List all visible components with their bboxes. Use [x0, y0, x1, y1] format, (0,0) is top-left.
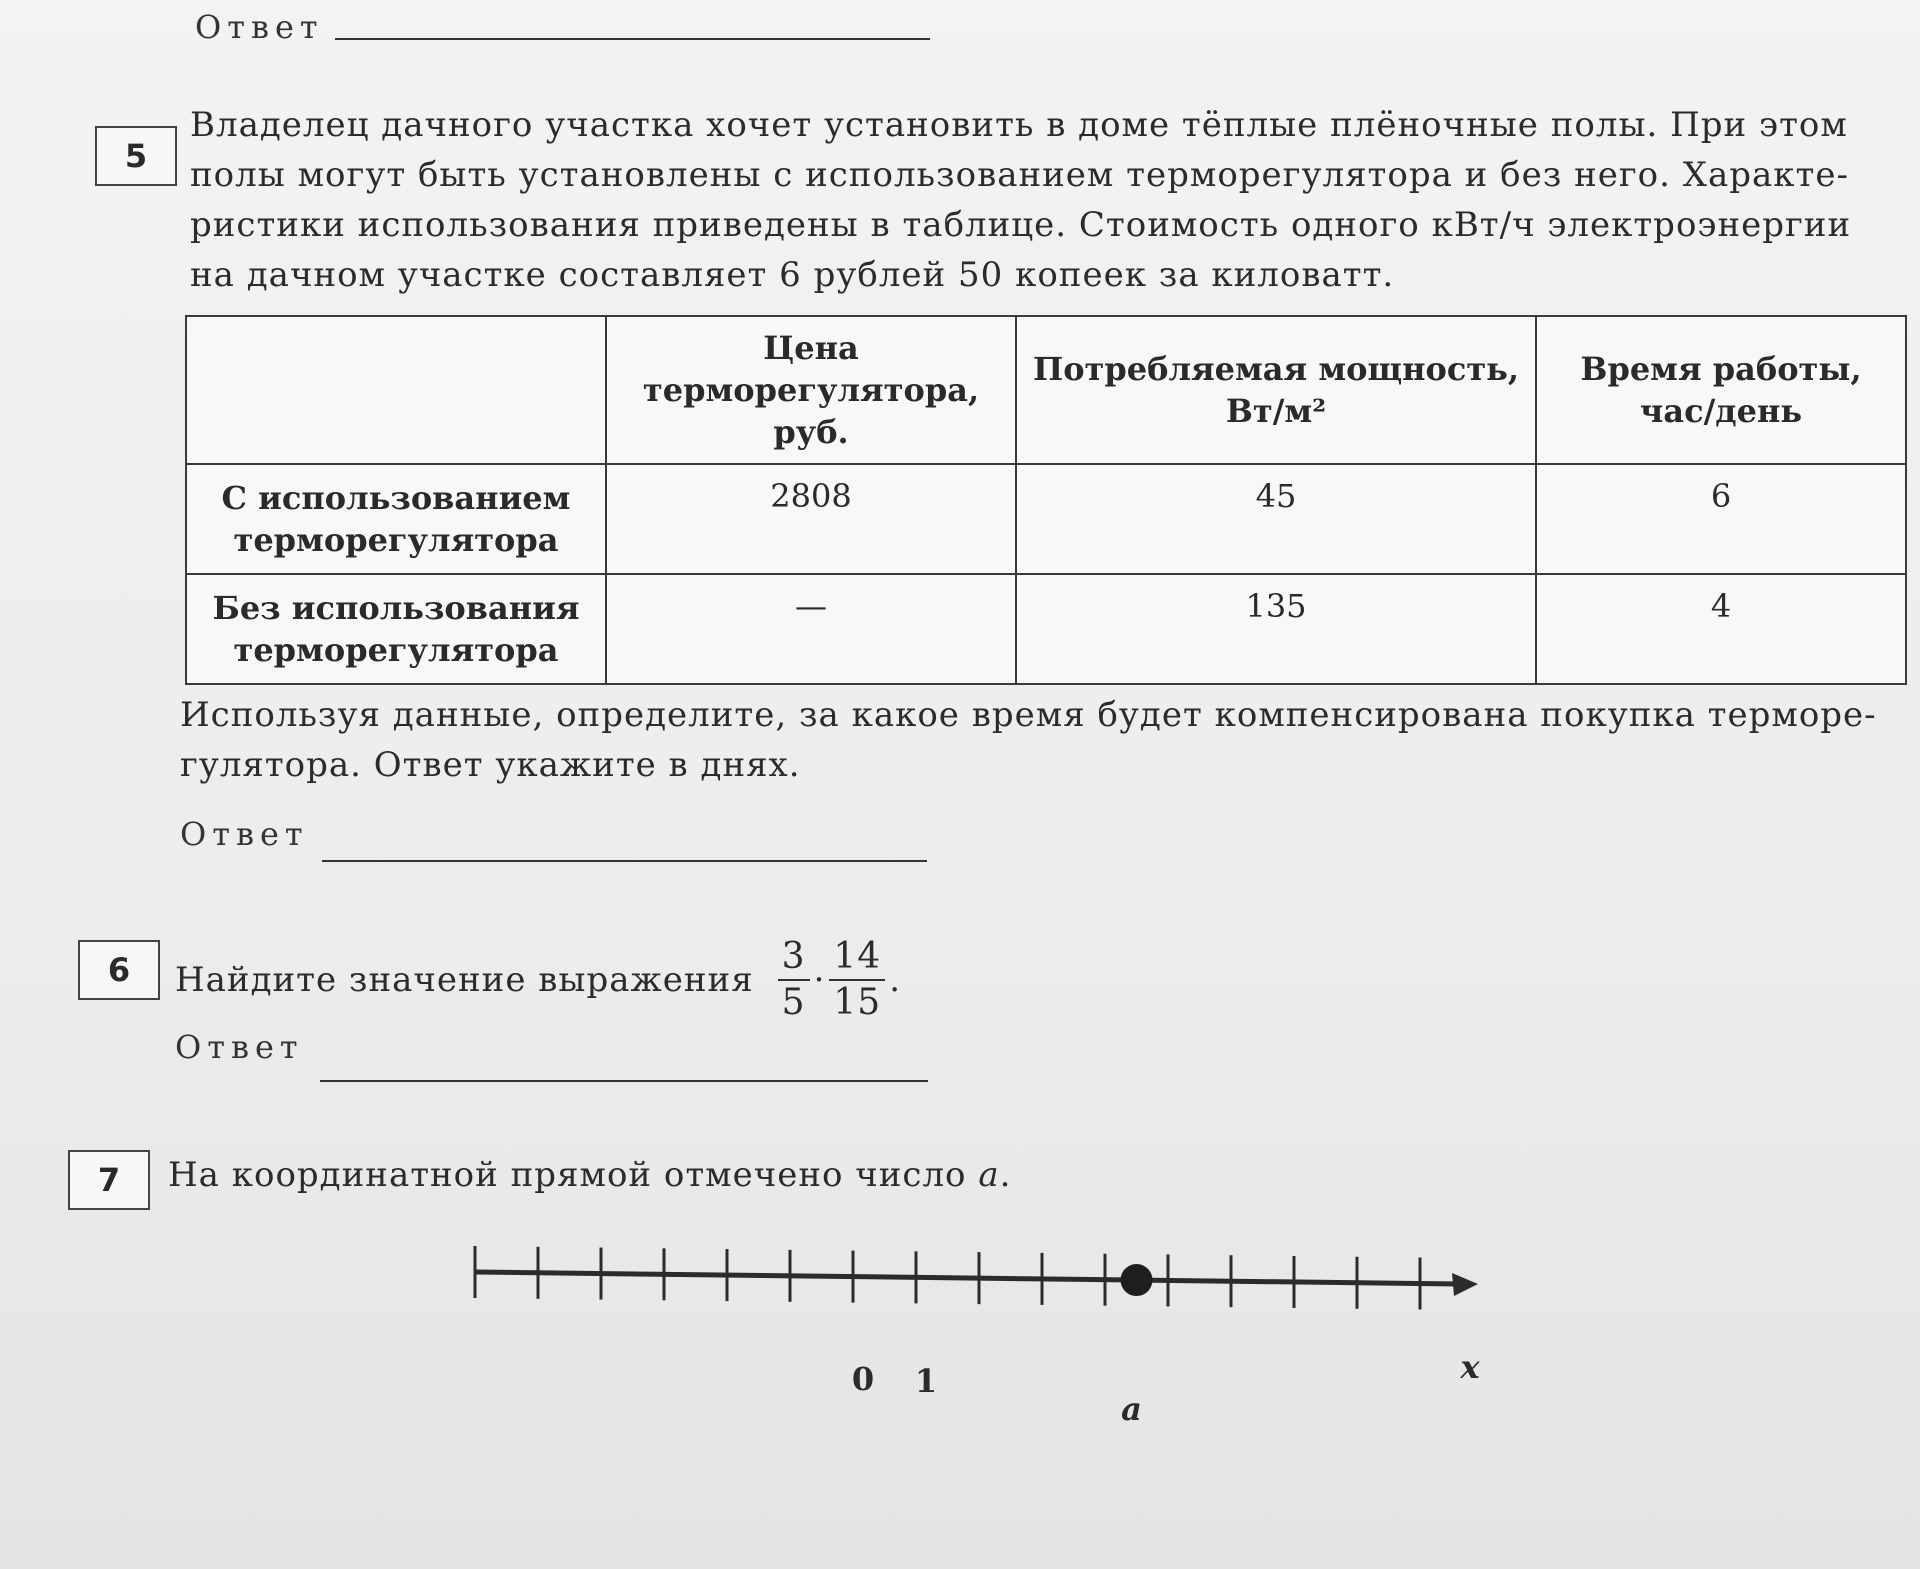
task6-number: 6 — [78, 940, 160, 1000]
table-cell: 135 — [1016, 574, 1536, 684]
point-a-marker — [1121, 1264, 1153, 1296]
table-header-time: Время работы, час/день — [1536, 316, 1906, 464]
task7-period: . — [999, 1155, 1012, 1195]
table-header-row — [186, 316, 1906, 464]
prev-answer-label: Ответ — [195, 8, 324, 46]
task6-text — [175, 935, 901, 1025]
table-cell: 45 — [1016, 464, 1536, 574]
axis-line — [475, 1272, 1460, 1284]
task7-variable: a — [978, 1155, 1000, 1195]
fraction-2-denominator: 15 — [833, 982, 882, 1023]
table-row-label: С использованием терморегулятора — [186, 464, 606, 574]
task5-answer-label: Ответ — [180, 815, 309, 853]
task7-prompt: На координатной прямой отмечено число — [168, 1155, 967, 1195]
table-header-price: Цена терморегулятора, руб. — [606, 316, 1016, 464]
task7-number: 7 — [68, 1150, 150, 1210]
task5-question-line-1: Используя данные, определите, за какое время будет компенсирована покупка терморе- — [180, 695, 1877, 735]
task5-text — [190, 100, 1890, 300]
label-zero: 0 — [851, 1360, 875, 1398]
table-header-empty — [186, 316, 606, 464]
task6-answer-line[interactable] — [320, 1080, 928, 1082]
table-cell: 6 — [1536, 464, 1906, 574]
table-cell: 4 — [1536, 574, 1906, 684]
prev-answer-line[interactable] — [335, 38, 930, 40]
fraction-1 — [778, 935, 810, 1025]
table-row-label: Без использования терморегулятора — [186, 574, 606, 684]
label-one: 1 — [914, 1362, 938, 1400]
task6-period: . — [889, 960, 901, 1000]
fraction-2 — [829, 935, 885, 1025]
task6-prompt: Найдите значение выражения — [175, 960, 754, 1000]
table-cell: — — [606, 574, 1016, 684]
task5-line-1: Владелец дачного участка хочет установить в доме тёплые плёночные полы. При этом — [190, 105, 1848, 145]
task5-question — [180, 690, 1900, 790]
number-line — [460, 1230, 1480, 1430]
task5-question-line-2: гулятора. Ответ укажите в днях. — [180, 745, 801, 785]
fraction-1-denominator: 5 — [781, 982, 806, 1023]
table-row — [186, 464, 1906, 574]
task7-text — [168, 1150, 1011, 1200]
axis-arrow-icon — [1452, 1273, 1478, 1296]
table-cell: 2808 — [606, 464, 1016, 574]
task5-answer-line[interactable] — [322, 860, 927, 862]
task5-line-3: ристики использования приведены в таблице. Стоимость одного кВт/ч электроэнергии — [190, 205, 1852, 245]
fraction-2-numerator: 14 — [829, 935, 885, 981]
task5-table — [185, 315, 1907, 685]
label-x: x — [1460, 1348, 1480, 1386]
fraction-1-numerator: 3 — [778, 935, 810, 981]
task5-line-2: полы могут быть установлены с использованием терморегулятора и без него. Характе- — [190, 155, 1849, 195]
multiply-sign: · — [813, 960, 826, 1000]
task5-number: 5 — [95, 126, 177, 186]
task6-answer-label: Ответ — [175, 1028, 304, 1066]
task5-line-4: на дачном участке составляет 6 рублей 50 копеек за киловатт. — [190, 255, 1395, 295]
label-a: a — [1121, 1390, 1142, 1428]
table-row — [186, 574, 1906, 684]
table-header-power: Потребляемая мощность, Вт/м² — [1016, 316, 1536, 464]
